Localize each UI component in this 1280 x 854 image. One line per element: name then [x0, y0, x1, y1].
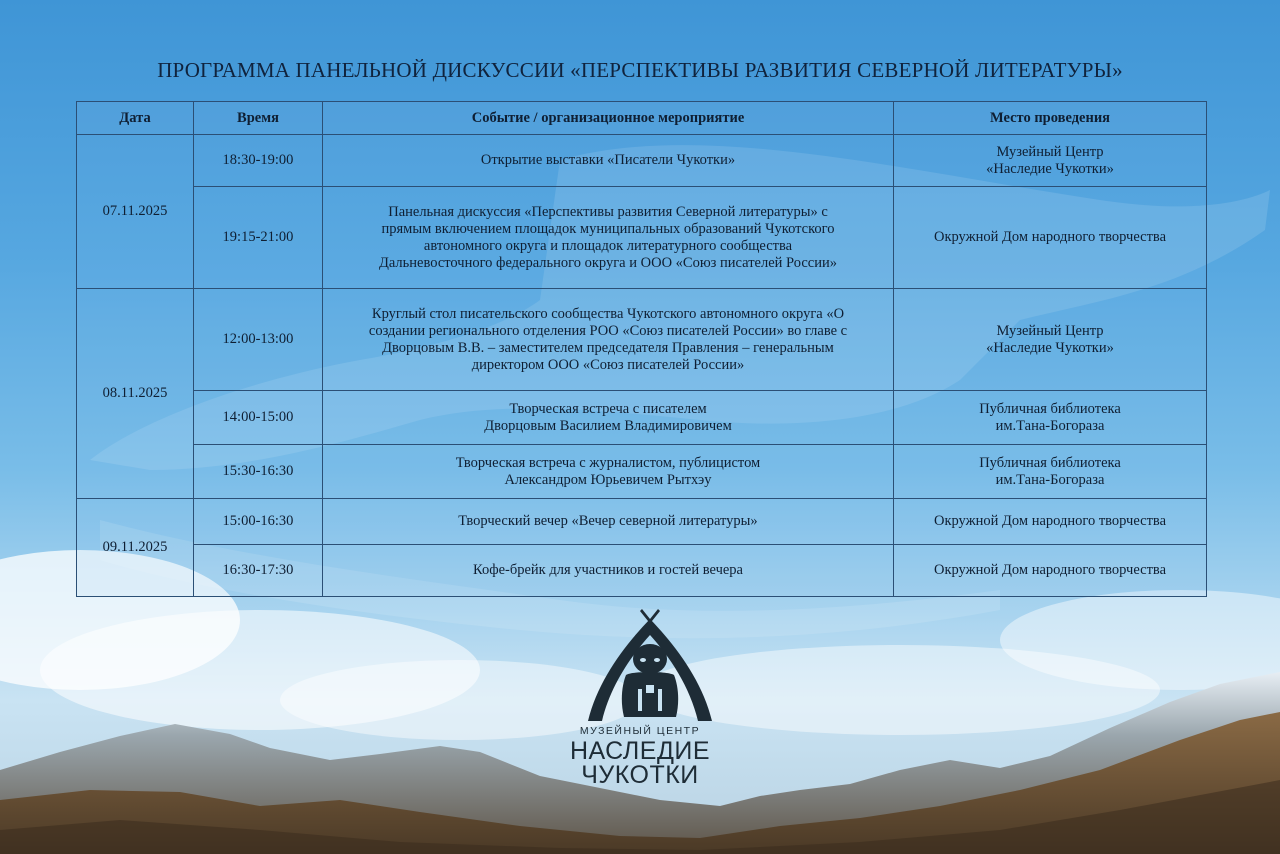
table-row: [77, 135, 1207, 187]
table-row: [77, 187, 1207, 289]
date-cell: 08.11.2025: [77, 289, 194, 499]
event-line: прямым включением площадок муниципальных образований Чукотского: [381, 220, 835, 237]
date-cell: 07.11.2025: [77, 135, 194, 289]
date-cell: 09.11.2025: [77, 499, 194, 597]
venue-line: им.Тана-Богораза: [995, 417, 1105, 434]
venue-line: Музейный Центр: [996, 322, 1104, 339]
venue-line: Публичная библиотека: [979, 400, 1121, 417]
event-cell: [323, 289, 894, 391]
event-cell: Творческий вечер «Вечер северной литературы»: [323, 499, 894, 545]
venue-line: «Наследие Чукотки»: [986, 160, 1114, 177]
event-line: Панельная дискуссия «Перспективы развития Северной литературы» с: [388, 203, 828, 220]
event-line: Круглый стол писательского сообщества Чукотского автономного округа «О: [371, 305, 845, 322]
time-cell: 18:30-19:00: [194, 135, 323, 187]
time-cell: 16:30-17:30: [194, 545, 323, 597]
venue-cell: [894, 445, 1207, 499]
time-cell: 15:30-16:30: [194, 445, 323, 499]
event-cell: Кофе-брейк для участников и гостей вечера: [323, 545, 894, 597]
event-line: Творческая встреча с журналистом, публицистом: [455, 454, 761, 471]
logo-text-line3: ЧУКОТКИ: [581, 761, 699, 789]
venue-cell: [894, 135, 1207, 187]
event-cell: [323, 187, 894, 289]
venue-cell: [894, 289, 1207, 391]
time-cell: 14:00-15:00: [194, 391, 323, 445]
event-line: Дальневосточного федерального округа и ООО «Союз писателей России»: [378, 254, 838, 271]
time-cell: 15:00-16:30: [194, 499, 323, 545]
event-line: автономного округа и площадок литературного сообщества: [423, 237, 793, 254]
venue-cell: Окружной Дом народного творчества: [894, 545, 1207, 597]
event-line: Дворцовым В.В. – заместителем председателя Правления – генеральным: [382, 339, 834, 356]
event-line: создании регионального отделения РОО «Союз писателей России» во главе с: [368, 322, 848, 339]
event-line: директором ООО «Союз писателей России»: [471, 356, 745, 373]
event-line: Александром Юрьевичем Рытхэу: [504, 471, 712, 488]
venue-cell: [894, 391, 1207, 445]
header-event: Событие / организационное мероприятие: [323, 102, 894, 135]
header-venue: Место проведения: [894, 102, 1207, 135]
table-row: [77, 391, 1207, 445]
venue-line: «Наследие Чукотки»: [986, 339, 1114, 356]
time-cell: 12:00-13:00: [194, 289, 323, 391]
header-date: Дата: [77, 102, 194, 135]
table-row: [77, 545, 1207, 597]
header-time: Время: [194, 102, 323, 135]
table-row: [77, 289, 1207, 391]
event-cell: [323, 445, 894, 499]
table-row: [77, 445, 1207, 499]
logo-text-line1: МУЗЕЙНЫЙ ЦЕНТР: [579, 725, 701, 737]
time-cell: 19:15-21:00: [194, 187, 323, 289]
page-title: ПРОГРАММА ПАНЕЛЬНОЙ ДИСКУССИИ «ПЕРСПЕКТИВЫ РАЗВИТИЯ СЕВЕРНОЙ ЛИТЕРАТУРЫ»: [157, 58, 1123, 82]
logo-text-line2: НАСЛЕДИЕ: [569, 737, 711, 765]
venue-cell: Окружной Дом народного творчества: [894, 187, 1207, 289]
venue-line: им.Тана-Богораза: [995, 471, 1105, 488]
venue-line: Музейный Центр: [996, 143, 1104, 160]
schedule-table: [76, 101, 1207, 597]
table-row: [77, 499, 1207, 545]
event-line: Творческая встреча с писателем: [509, 400, 707, 417]
event-line: Дворцовым Василием Владимировичем: [484, 417, 732, 434]
event-cell: [323, 391, 894, 445]
venue-cell: Окружной Дом народного творчества: [894, 499, 1207, 545]
table-header-row: [77, 102, 1207, 135]
event-cell: Открытие выставки «Писатели Чукотки»: [323, 135, 894, 187]
logo-emblem-icon: [570, 605, 730, 725]
venue-line: Публичная библиотека: [979, 454, 1121, 471]
